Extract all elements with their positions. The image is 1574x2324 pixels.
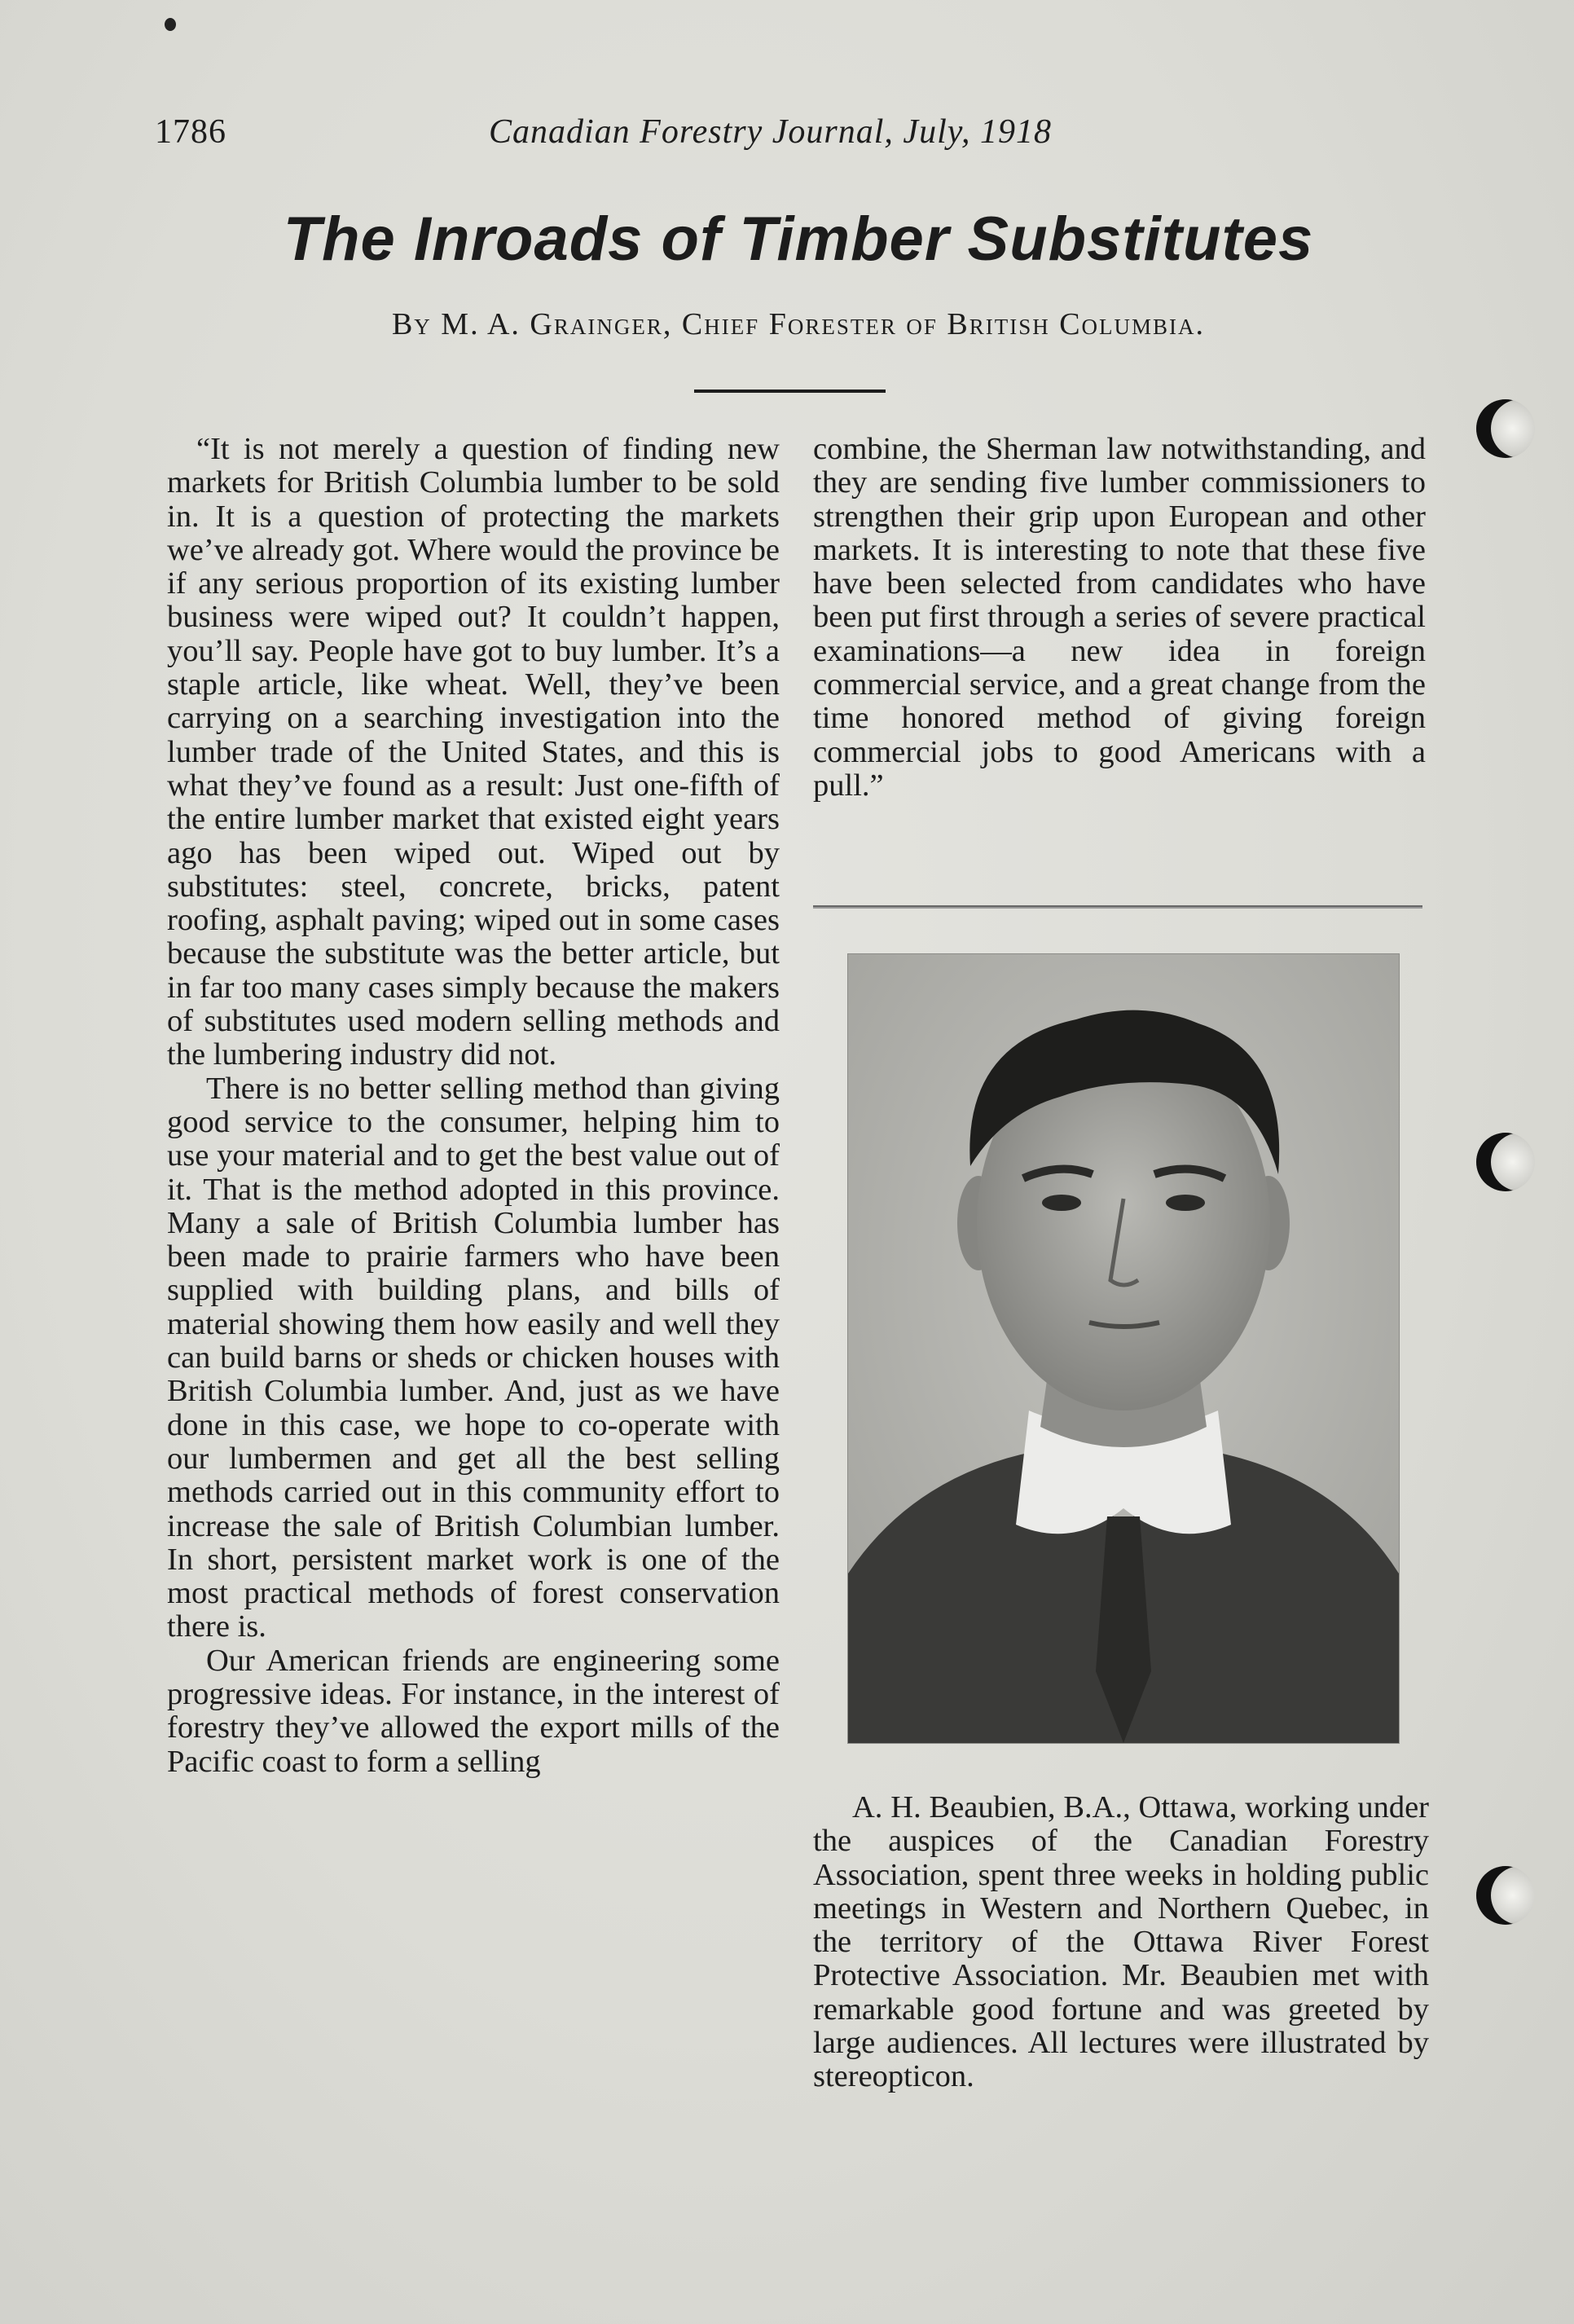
paragraph: combine, the Sherman law notwithstanding, and they are sending five lumber commissioners to strengthen their grip upon European and other markets. It is interesting to note that these five have been selected from candidates who have been put first through a series of severe practical examinations—a new idea in foreign commercial service, and a great change from the time honored method of giving foreign commercial jobs to good Americans with a pull.” (813, 432, 1426, 803)
ink-speck (165, 18, 176, 31)
portrait-photo (847, 953, 1400, 1744)
page-number: 1786 (155, 113, 226, 151)
paragraph: “It is not merely a question of finding new markets for British Columbia lumber to be sold in. It is a question of protecting the markets we’ve already got. Where would the province be if any serious proportion of its existing lumber business were wiped out? It couldn’t happen, you’ll say. People have got to buy lumber. It’s a staple article, like wheat. Well, they’ve been carrying on a searching investigation into the lumber trade of the United States, and this is what they’ve found as a result: Just one-fifth of the entire lumber market that existed eight years ago has been wiped out. Wiped out by substitutes: steel, concrete, bricks, patent roofing, asphalt paving; wiped out in some cases because the substitute was the better article, but in far too many cases simply because the makers of substitutes used modern selling methods and the lumbering industry did not. (167, 432, 780, 1072)
binder-hole (1476, 1866, 1535, 1925)
binder-hole (1476, 399, 1535, 458)
photo-caption (813, 1791, 1429, 2094)
journal-title: Canadian Forestry Journal, July, 1918 (489, 113, 1053, 151)
article-title: The Inroads of Timber Substitutes (283, 205, 1314, 274)
column-divider (813, 905, 1422, 909)
title-divider (694, 390, 886, 393)
portrait-illustration (848, 954, 1399, 1743)
paragraph: Our American friends are engineering some progressive ideas. For instance, in the interest of forestry they’ve allowed the export mills of the Pacific coast to form a selling (167, 1643, 780, 1779)
left-column (167, 433, 780, 1779)
binder-hole (1476, 1133, 1535, 1191)
paragraph: There is no better selling method than giving good service to the consumer, helping him to use your material and to get the best value out of it. That is the method adopted in this province. Many a sale of British Columbia lumber has been made to prairie farmers who have been supplied with building plans, and bills of material showing them how easily and well they can build barns or sheds or chicken houses with British Columbia lumber. And, just as we have done in this case, we hope to co-operate with our lumbermen and get all the best selling methods carried out in this community effort to increase the sale of British Columbian lumber. In short, persistent market work is one of the most practical methods of forest conservation there is. (167, 1071, 780, 1644)
running-head (155, 112, 1458, 161)
caption-text: A. H. Beaubien, B.A., Ottawa, working under the auspices of the Canadian Forestry Association, spent three weeks in holding public meetings in Western and Northern Quebec, in the territory of the Ottawa River Forest Protective Association. Mr. Beaubien met with remarkable good fortune and was greeted by large audiences. All lectures were illustrated by stereopticon. (813, 1790, 1429, 2094)
right-column (813, 433, 1426, 803)
article-byline: By M. A. Grainger, Chief Forester of British Columbia. (391, 307, 1206, 341)
